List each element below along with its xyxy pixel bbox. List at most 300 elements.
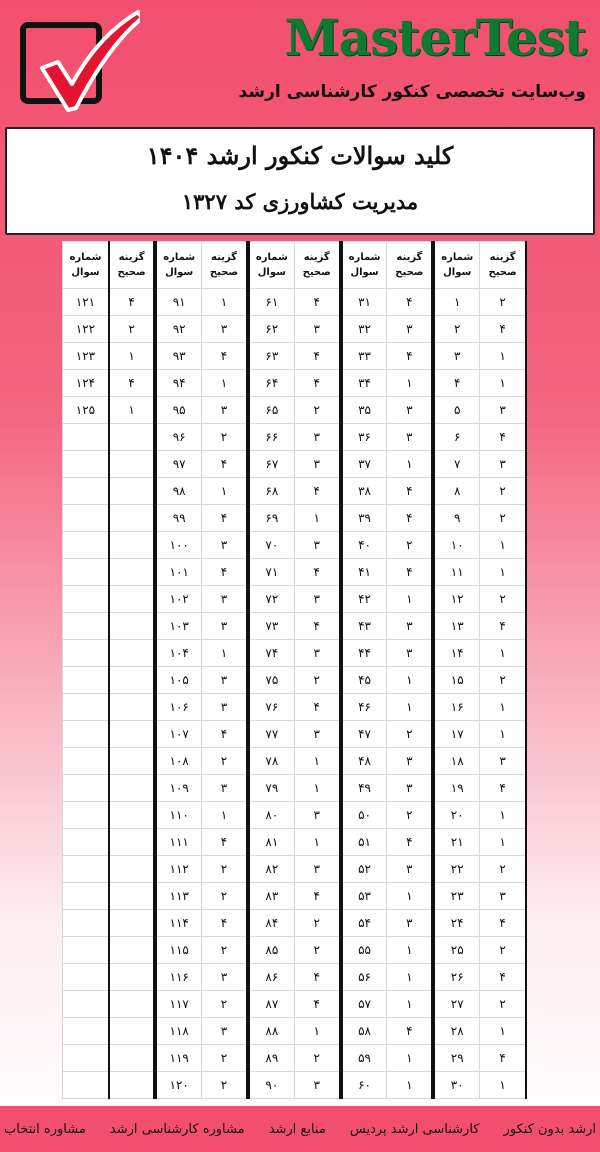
answer-cell: ۱	[387, 937, 433, 964]
answer-cell: ۳	[387, 748, 433, 775]
question-number-cell: ۱۱۳	[155, 883, 201, 910]
answer-cell: ۱	[387, 694, 433, 721]
question-number-cell	[63, 937, 109, 964]
answer-cell	[109, 991, 155, 1018]
answer-cell: ۱	[387, 667, 433, 694]
answer-cell: ۳	[387, 910, 433, 937]
question-number-cell: ۳۵	[341, 397, 387, 424]
question-number-cell	[63, 532, 109, 559]
answer-cell: ۱	[109, 397, 155, 424]
question-number-cell	[63, 667, 109, 694]
table-row	[63, 559, 527, 586]
question-number-cell	[63, 424, 109, 451]
question-number-cell: ۵۱	[341, 829, 387, 856]
footer-link[interactable]: ارشد بدون کنکور	[503, 1121, 596, 1137]
question-number-cell	[63, 721, 109, 748]
question-number-cell: ۸	[433, 478, 479, 505]
site-tagline: وب‌سایت تخصصی کنکور کارشناسی ارشد	[238, 82, 586, 102]
table-row	[63, 694, 527, 721]
question-number-cell: ۶۳	[248, 343, 294, 370]
question-number-cell: ۴۲	[341, 586, 387, 613]
question-number-cell: ۹۸	[155, 478, 201, 505]
question-number-cell: ۱۸	[433, 748, 479, 775]
table-row	[63, 937, 527, 964]
question-number-cell: ۴۱	[341, 559, 387, 586]
question-number-cell: ۹۷	[155, 451, 201, 478]
table-row	[63, 451, 527, 478]
question-number-cell: ۵۸	[341, 1018, 387, 1045]
answer-cell: ۲	[202, 1045, 248, 1072]
question-number-cell: ۳۹	[341, 505, 387, 532]
question-number-cell: ۱۲۳	[63, 343, 109, 370]
answer-cell: ۲	[294, 937, 340, 964]
question-number-cell: ۱۲۴	[63, 370, 109, 397]
question-number-cell: ۸۲	[248, 856, 294, 883]
question-number-cell	[63, 775, 109, 802]
question-number-cell: ۱۱۴	[155, 910, 201, 937]
header-correct-option: گزینه صحیح	[109, 242, 155, 289]
question-number-cell	[63, 478, 109, 505]
question-number-cell: ۱۰۲	[155, 586, 201, 613]
answer-cell: ۲	[202, 748, 248, 775]
footer-link[interactable]: منابع ارشد	[268, 1121, 326, 1137]
answer-cell: ۲	[480, 586, 526, 613]
question-number-cell	[63, 1072, 109, 1099]
question-number-cell: ۴۶	[341, 694, 387, 721]
answer-cell: ۱	[294, 505, 340, 532]
question-number-cell: ۳۶	[341, 424, 387, 451]
question-number-cell: ۴۴	[341, 640, 387, 667]
answer-cell: ۲	[294, 397, 340, 424]
answer-cell: ۳	[202, 397, 248, 424]
question-number-cell	[63, 1045, 109, 1072]
table-row	[63, 775, 527, 802]
question-number-cell: ۳۷	[341, 451, 387, 478]
question-number-cell: ۷	[433, 451, 479, 478]
answer-cell: ۱	[202, 802, 248, 829]
answer-cell: ۴	[202, 451, 248, 478]
table-row	[63, 289, 527, 316]
question-number-cell: ۹۵	[155, 397, 201, 424]
question-number-cell: ۷۶	[248, 694, 294, 721]
question-number-cell: ۵۷	[341, 991, 387, 1018]
answer-cell: ۴	[387, 343, 433, 370]
question-number-cell: ۶۲	[248, 316, 294, 343]
question-number-cell: ۶۸	[248, 478, 294, 505]
question-number-cell: ۲۹	[433, 1045, 479, 1072]
question-number-cell: ۲۱	[433, 829, 479, 856]
footer-link[interactable]: کارشناسی ارشد پردیس	[349, 1121, 480, 1137]
question-number-cell: ۱۰۷	[155, 721, 201, 748]
question-number-cell: ۱۹	[433, 775, 479, 802]
question-number-cell: ۱۰۶	[155, 694, 201, 721]
question-number-cell: ۹۹	[155, 505, 201, 532]
answer-cell: ۱	[109, 343, 155, 370]
question-number-cell: ۵۰	[341, 802, 387, 829]
answer-cell	[109, 532, 155, 559]
question-number-cell: ۱۰۹	[155, 775, 201, 802]
table-row	[63, 532, 527, 559]
question-number-cell: ۷۲	[248, 586, 294, 613]
question-number-cell: ۴۸	[341, 748, 387, 775]
answer-cell: ۴	[480, 1045, 526, 1072]
table-row	[63, 370, 527, 397]
answer-cell: ۳	[480, 397, 526, 424]
question-number-cell: ۱	[433, 289, 479, 316]
answer-cell: ۲	[202, 424, 248, 451]
question-number-cell: ۲۵	[433, 937, 479, 964]
table-row	[63, 910, 527, 937]
answer-cell: ۳	[387, 424, 433, 451]
answer-cell: ۴	[480, 964, 526, 991]
question-number-cell: ۴	[433, 370, 479, 397]
answer-cell: ۱	[202, 640, 248, 667]
answer-cell: ۲	[387, 802, 433, 829]
table-row	[63, 478, 527, 505]
header-correct-option: گزینه صحیح	[202, 242, 248, 289]
answer-cell: ۴	[294, 478, 340, 505]
question-number-cell: ۱۰۵	[155, 667, 201, 694]
question-number-cell: ۶۶	[248, 424, 294, 451]
question-number-cell: ۱۲	[433, 586, 479, 613]
answer-cell	[109, 613, 155, 640]
question-number-cell: ۸۰	[248, 802, 294, 829]
answer-cell	[109, 748, 155, 775]
answer-cell: ۲	[480, 937, 526, 964]
question-number-cell: ۳۴	[341, 370, 387, 397]
question-number-cell: ۱۱۹	[155, 1045, 201, 1072]
answer-cell: ۱	[480, 370, 526, 397]
question-number-cell: ۳۸	[341, 478, 387, 505]
question-number-cell	[63, 613, 109, 640]
table-row	[63, 721, 527, 748]
answer-cell: ۳	[387, 316, 433, 343]
table-row	[63, 1072, 527, 1099]
answer-cell	[109, 667, 155, 694]
answer-cell	[109, 1018, 155, 1045]
table-row	[63, 1018, 527, 1045]
answer-cell: ۱	[387, 451, 433, 478]
answer-cell: ۲	[202, 937, 248, 964]
answer-cell: ۱	[202, 370, 248, 397]
question-number-cell: ۱۱۸	[155, 1018, 201, 1045]
answer-cell: ۱	[387, 370, 433, 397]
answer-cell: ۴	[294, 289, 340, 316]
answer-cell: ۳	[294, 802, 340, 829]
answer-cell	[109, 586, 155, 613]
question-number-cell	[63, 748, 109, 775]
answer-cell	[109, 775, 155, 802]
table-row	[63, 343, 527, 370]
question-number-cell: ۱۱۷	[155, 991, 201, 1018]
table-row	[63, 640, 527, 667]
header-correct-option: گزینه صحیح	[480, 242, 526, 289]
answer-cell: ۱	[387, 883, 433, 910]
question-number-cell: ۲۶	[433, 964, 479, 991]
answer-cell: ۳	[480, 883, 526, 910]
question-number-cell: ۱۱۰	[155, 802, 201, 829]
question-number-cell: ۱۷	[433, 721, 479, 748]
answer-cell: ۱	[294, 829, 340, 856]
site-brand[interactable]: MasterTest	[284, 8, 586, 67]
question-number-cell: ۸۹	[248, 1045, 294, 1072]
answer-cell: ۴	[202, 343, 248, 370]
question-number-cell: ۷۸	[248, 748, 294, 775]
answer-cell: ۴	[294, 883, 340, 910]
answer-cell: ۲	[294, 1045, 340, 1072]
answer-cell: ۱	[480, 802, 526, 829]
answer-cell: ۳	[202, 586, 248, 613]
question-number-cell	[63, 910, 109, 937]
question-number-cell	[63, 694, 109, 721]
answer-cell: ۴	[480, 613, 526, 640]
question-number-cell: ۲۷	[433, 991, 479, 1018]
table-row	[63, 883, 527, 910]
answer-cell	[109, 883, 155, 910]
answer-cell: ۴	[294, 694, 340, 721]
question-number-cell: ۳۳	[341, 343, 387, 370]
question-number-cell: ۲۳	[433, 883, 479, 910]
answer-cell: ۳	[294, 586, 340, 613]
answer-cell: ۴	[480, 910, 526, 937]
question-number-cell: ۹۴	[155, 370, 201, 397]
footer-link[interactable]: مشاوره انتخاب	[4, 1121, 86, 1137]
question-number-cell	[63, 559, 109, 586]
header-question-number: شماره سوال	[63, 242, 109, 289]
answer-cell: ۱	[480, 532, 526, 559]
question-number-cell: ۶۱	[248, 289, 294, 316]
question-number-cell: ۲۲	[433, 856, 479, 883]
answer-cell: ۴	[387, 559, 433, 586]
question-number-cell: ۷۷	[248, 721, 294, 748]
question-number-cell: ۵۶	[341, 964, 387, 991]
answer-cell: ۴	[480, 775, 526, 802]
answer-cell	[109, 694, 155, 721]
question-number-cell: ۵۹	[341, 1045, 387, 1072]
question-number-cell: ۸۷	[248, 991, 294, 1018]
answer-cell: ۲	[202, 991, 248, 1018]
answer-cell: ۳	[387, 856, 433, 883]
question-number-cell	[63, 505, 109, 532]
question-number-cell: ۸۴	[248, 910, 294, 937]
answer-cell: ۴	[202, 910, 248, 937]
answer-cell: ۴	[109, 370, 155, 397]
answer-cell	[109, 640, 155, 667]
question-number-cell	[63, 802, 109, 829]
question-number-cell: ۶۷	[248, 451, 294, 478]
answer-cell: ۲	[202, 883, 248, 910]
question-number-cell: ۹۰	[248, 1072, 294, 1099]
answer-cell: ۲	[294, 910, 340, 937]
answer-cell: ۱	[480, 829, 526, 856]
question-number-cell: ۳۲	[341, 316, 387, 343]
answer-cell: ۱	[202, 289, 248, 316]
answer-cell: ۱	[202, 478, 248, 505]
answer-cell	[109, 559, 155, 586]
answer-cell: ۲	[480, 856, 526, 883]
question-number-cell: ۸۱	[248, 829, 294, 856]
answer-cell	[109, 478, 155, 505]
question-number-cell: ۱۱	[433, 559, 479, 586]
page-title: کلید سوالات کنکور ارشد ۱۴۰۴	[146, 141, 454, 170]
answer-cell	[109, 910, 155, 937]
question-number-cell: ۷۳	[248, 613, 294, 640]
question-number-cell: ۷۵	[248, 667, 294, 694]
question-number-cell: ۶۵	[248, 397, 294, 424]
answer-cell: ۴	[480, 424, 526, 451]
question-number-cell: ۸۶	[248, 964, 294, 991]
question-number-cell: ۸۸	[248, 1018, 294, 1045]
footer-link[interactable]: مشاوره کارشناسی ارشد	[109, 1121, 245, 1137]
question-number-cell: ۳۱	[341, 289, 387, 316]
answer-cell	[109, 451, 155, 478]
logo-checkbox-icon	[20, 22, 102, 104]
answer-cell: ۲	[202, 856, 248, 883]
table-row	[63, 316, 527, 343]
answer-cell: ۳	[387, 397, 433, 424]
answer-cell: ۱	[387, 1045, 433, 1072]
header-correct-option: گزینه صحیح	[387, 242, 433, 289]
table-row	[63, 397, 527, 424]
question-number-cell: ۸۳	[248, 883, 294, 910]
answer-cell: ۴	[294, 559, 340, 586]
header-question-number: شماره سوال	[433, 242, 479, 289]
table-header-row	[63, 242, 527, 289]
question-number-cell: ۵۲	[341, 856, 387, 883]
question-number-cell	[63, 829, 109, 856]
answer-cell: ۳	[202, 1018, 248, 1045]
question-number-cell: ۹۶	[155, 424, 201, 451]
question-number-cell: ۲۸	[433, 1018, 479, 1045]
table-row	[63, 829, 527, 856]
question-number-cell: ۶۴	[248, 370, 294, 397]
question-number-cell: ۳۰	[433, 1072, 479, 1099]
answer-cell	[109, 1045, 155, 1072]
answer-cell: ۳	[480, 748, 526, 775]
answer-cell: ۳	[480, 451, 526, 478]
table-row	[63, 505, 527, 532]
answer-cell: ۳	[294, 532, 340, 559]
answer-cell: ۴	[387, 1018, 433, 1045]
answer-cell: ۲	[387, 532, 433, 559]
answer-key-table	[62, 241, 527, 1099]
question-number-cell: ۵۴	[341, 910, 387, 937]
answer-cell: ۳	[294, 721, 340, 748]
answer-cell: ۲	[480, 667, 526, 694]
title-box	[5, 127, 595, 235]
answer-cell: ۱	[387, 964, 433, 991]
question-number-cell: ۳	[433, 343, 479, 370]
question-number-cell: ۱۵	[433, 667, 479, 694]
question-number-cell: ۱۱۲	[155, 856, 201, 883]
answer-cell: ۱	[480, 343, 526, 370]
question-number-cell: ۷۹	[248, 775, 294, 802]
answer-cell: ۱	[480, 721, 526, 748]
answer-cell	[109, 829, 155, 856]
answer-cell	[109, 964, 155, 991]
question-number-cell	[63, 991, 109, 1018]
answer-cell: ۴	[387, 505, 433, 532]
table-row	[63, 586, 527, 613]
answer-cell: ۲	[294, 667, 340, 694]
question-number-cell: ۴۵	[341, 667, 387, 694]
header-question-number: شماره سوال	[248, 242, 294, 289]
answer-cell: ۲	[480, 505, 526, 532]
question-number-cell: ۲۴	[433, 910, 479, 937]
answer-cell: ۴	[202, 505, 248, 532]
answer-cell	[109, 856, 155, 883]
question-number-cell: ۱۴	[433, 640, 479, 667]
question-number-cell: ۹۱	[155, 289, 201, 316]
answer-cell: ۴	[202, 829, 248, 856]
answer-cell: ۱	[294, 748, 340, 775]
question-number-cell: ۲۰	[433, 802, 479, 829]
answer-cell	[109, 1072, 155, 1099]
table-row	[63, 748, 527, 775]
answer-cell: ۴	[202, 721, 248, 748]
answer-cell: ۲	[480, 991, 526, 1018]
question-number-cell: ۸۵	[248, 937, 294, 964]
answer-cell: ۲	[387, 721, 433, 748]
question-number-cell: ۵۵	[341, 937, 387, 964]
answer-cell	[109, 721, 155, 748]
question-number-cell: ۴۰	[341, 532, 387, 559]
answer-cell: ۱	[480, 559, 526, 586]
table-row	[63, 424, 527, 451]
question-number-cell: ۱۱۵	[155, 937, 201, 964]
question-number-cell: ۱۲۵	[63, 397, 109, 424]
question-number-cell: ۱۶	[433, 694, 479, 721]
question-number-cell	[63, 964, 109, 991]
question-number-cell: ۱۰۸	[155, 748, 201, 775]
answer-cell: ۴	[294, 343, 340, 370]
answer-cell: ۴	[294, 613, 340, 640]
answer-cell: ۱	[387, 586, 433, 613]
answer-cell: ۳	[202, 532, 248, 559]
table-row	[63, 613, 527, 640]
answer-cell: ۱	[387, 1072, 433, 1099]
answer-cell: ۳	[387, 613, 433, 640]
question-number-cell: ۱۰۰	[155, 532, 201, 559]
answer-cell: ۲	[202, 1072, 248, 1099]
question-number-cell	[63, 883, 109, 910]
answer-cell: ۳	[202, 694, 248, 721]
question-number-cell: ۱۲۰	[155, 1072, 201, 1099]
answer-cell: ۲	[109, 316, 155, 343]
answer-cell: ۴	[294, 991, 340, 1018]
answer-cell: ۴	[202, 559, 248, 586]
question-number-cell: ۶۰	[341, 1072, 387, 1099]
answer-cell: ۳	[202, 316, 248, 343]
question-number-cell: ۱۰۴	[155, 640, 201, 667]
answer-cell: ۱	[480, 1018, 526, 1045]
answer-cell: ۳	[202, 775, 248, 802]
question-number-cell: ۹۳	[155, 343, 201, 370]
table-row	[63, 856, 527, 883]
answer-cell	[109, 937, 155, 964]
question-number-cell: ۱۰۳	[155, 613, 201, 640]
question-number-cell: ۲	[433, 316, 479, 343]
answer-cell: ۴	[109, 289, 155, 316]
answer-cell: ۳	[294, 640, 340, 667]
question-number-cell: ۷۰	[248, 532, 294, 559]
question-number-cell: ۱۰	[433, 532, 479, 559]
answer-cell: ۱	[294, 1018, 340, 1045]
answer-cell: ۳	[294, 424, 340, 451]
table-row	[63, 964, 527, 991]
answer-cell: ۳	[202, 964, 248, 991]
checkmark-icon	[20, 6, 140, 116]
